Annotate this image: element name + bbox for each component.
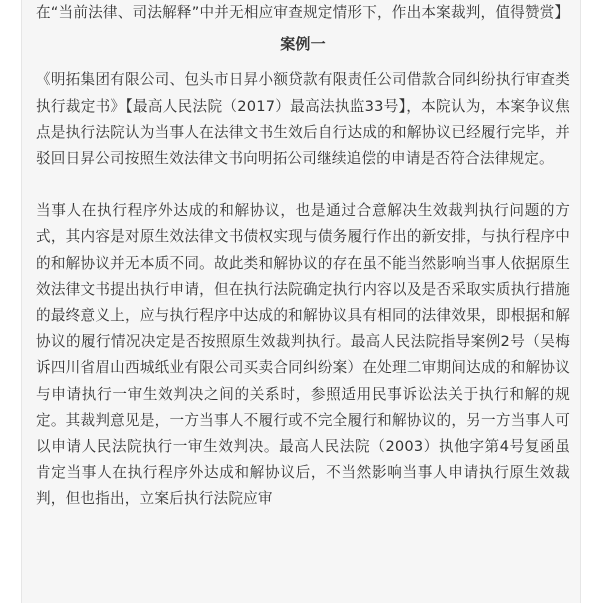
case-paragraph-1: 《明拓集团有限公司、包头市日昇小额贷款有限责任公司借款合同纠纷执行审查类执行裁定书》【最高人民法院（2017）最高法执监33号】，本院认为，本案争议焦点是执行法院认为当事人在法律文书生效后自行达成的和解协议已经履行完毕，并驳回日昇公司按照生效法律文书向明拓公司继续追偿的申请是否符合法律规定。 <box>36 71 570 168</box>
article-content <box>36 0 570 513</box>
intro-text: 在“当前法律、司法解释”中并无相应审查规定情形下，作出本案裁判，值得赞赏】 <box>36 4 570 21</box>
case-paragraph-2: 当事人在执行程序外达成的和解协议，也是通过合意解决生效裁判执行问题的方式，其内容是对原生效法律文书债权实现与债务履行作出的新安排，与执行程序中的和解协议并无本质不同。故此类和解协议的存在虽不能当然影响当事人依据原生效法律文书提出执行申请，但在执行法院确定执行内容以及是否采取实质执行措施的最终意义上，应与执行程序中达成的和解协议具有相同的法律效果，即根据和解协议的履行情况决定是否按照原生效裁判执行。最高人民法院指导案例2号（吴梅诉四川省眉山西城纸业有限公司买卖合同纠纷案）在处理二审期间达成的和解协议与申请执行一审生效判决之间的关系时，参照适用民事诉讼法关于执行和解的规定。其裁判意见是，一方当事人不履行或不完全履行和解协议的，另一方当事人可以申请人民法院执行一审生效判决。最高人民法院（2003）执他字第4号复函虽肯定当事人在执行程序外达成和解协议后，不当然影响当事人申请执行原生效裁判，但也指出，立案后执行法院应审 <box>36 202 570 508</box>
case-heading: 案例一 <box>280 35 326 54</box>
article-page <box>21 0 581 603</box>
paragraph-spacer <box>36 172 570 198</box>
